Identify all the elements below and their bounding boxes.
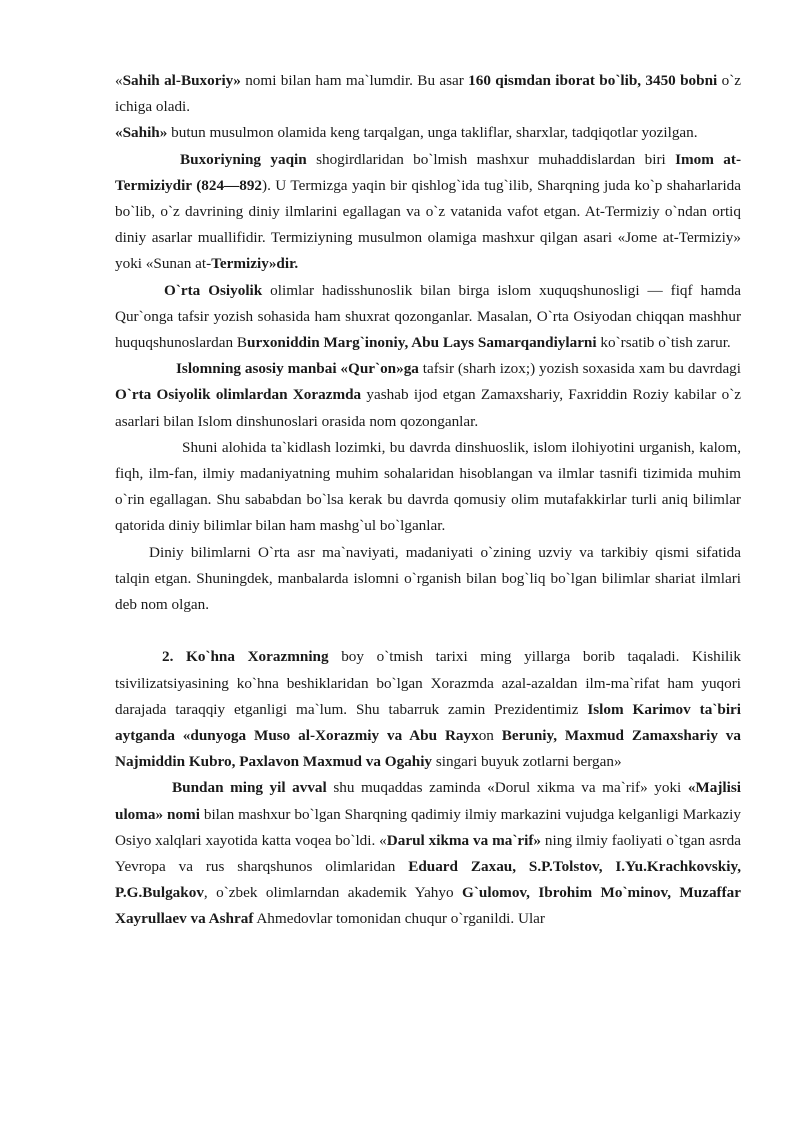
text-run-bold: Sahih al-Buxoriy» bbox=[122, 72, 241, 89]
text-run-bold: «Majlisi uloma» nomi bbox=[115, 779, 741, 823]
text-run-bold: O`rta Osiyolik bbox=[164, 281, 263, 299]
text-run: shogirdlaridan bo`lmish mashxur muhaddislardan biri bbox=[306, 150, 676, 168]
text-run: yashab ijod etgan Zamaxshariy, Faxriddin Roziy kabilar o`z asarlari bilan Islom dinshunoslari orasida nom qozonganlar. bbox=[115, 386, 741, 430]
text-run-bold: Darul xikma va ma`rif» bbox=[386, 831, 542, 849]
text-run: olimlar hadisshunoslik bilan birga islom xuquqshunosligi — fiqf hamda Qur`onga tafsir yozish sohasida ham shuxrat qozonganlar. Masalan, O`rta Osiyodan chiqqan mashhur huquqshunoslardan B bbox=[115, 281, 741, 352]
text-run: bilan mashxur bo`lgan Sharqning qadimiy ilmiy markazini vujudga kelganligi Markaziy Osiyo xalqlari xayotida katta voqea bo`ldi. « bbox=[115, 805, 741, 849]
text-run-bold: O`rta Osiyolik olimlardan Xorazmda bbox=[115, 386, 362, 404]
paragraph-6 bbox=[115, 435, 741, 540]
text-run: « bbox=[115, 72, 123, 89]
text-run: o`z ichiga oladi. bbox=[115, 72, 741, 116]
paragraph-8 bbox=[115, 644, 741, 775]
document-page bbox=[115, 68, 741, 933]
text-run: Shuni alohida ta`kidlash lozimki, bu davrda dinshuoslik, islom ilohiyotini urganish, kalom, fiqh, ilm-fan, ilmiy madaniyatning muhim sohalaridan hisoblangan va ilmlar tasnifi tizimida muhim o`rin egallagan. Shu sababdan bo`lsa kerak bu davrda qomusiy olim mutafakkirlar turli aniq bilimlar qatorida diniy bilimlar bilan ham mashg`ul bo`lganlar. bbox=[115, 438, 741, 535]
text-run: tafsir (sharh izox;) yozish soxasida xam bu davrdagi bbox=[418, 360, 741, 378]
text-run-bold: Eduard Zaxau, S.P.Tolstov, I.Yu.Krachkovskiy, P.G.Bulgakov bbox=[115, 858, 741, 902]
paragraph-1 bbox=[115, 68, 741, 120]
text-run-bold: 2. Ko`hna Xorazmning bbox=[162, 648, 329, 666]
text-run-bold: Islomning asosiy manbai «Qur`on»ga bbox=[176, 360, 419, 378]
text-run: , o`zbek olimlarndan akademik Yahyo bbox=[203, 884, 463, 902]
paragraph-4 bbox=[115, 278, 741, 357]
blank-line bbox=[115, 618, 741, 644]
text-run-bold: «Sahih» bbox=[115, 124, 168, 142]
text-run: nomi bilan ham ma`lumdir. Bu asar bbox=[240, 72, 469, 89]
text-run-bold: Bundan ming yil avval bbox=[172, 779, 327, 797]
paragraph-2 bbox=[115, 120, 741, 146]
text-run: singari buyuk zotlarni bergan» bbox=[432, 753, 622, 771]
paragraph-7 bbox=[115, 540, 741, 619]
text-run: butun musulmon olamida keng tarqalgan, unga takliflar, sharxlar, tadqiqotlar yozilgan. bbox=[167, 124, 698, 142]
text-run: Diniy bilimlarni O`rta asr ma`naviyati, madaniyati o`zining uzviy va tarkibiy qismi sifatida talqin etgan. Shuningdek, manbalarda islomni o`rganish bilan bog`liq bo`lgan bilimlar shariat ilmlari deb nom olgan. bbox=[115, 543, 741, 614]
text-run-bold: Beruniy, Maxmud Zamaxshariy va Najmiddin Kubro, Paxlavon Maxmud va Ogahiy bbox=[115, 727, 741, 771]
paragraph-5 bbox=[115, 356, 741, 435]
text-run-bold: Buxoriyning yaqin bbox=[180, 150, 307, 168]
text-run: boy o`tmish tarixi ming yillarga borib taqaladi. Kishilik tsivilizatsiyasining ko`hna beshiklaridan bo`lgan Xorazmda azal-azaldan ilm-ma`rifat ham yuqori darajada taraqqiy etganligi ma`lum. Shu tabarruk zamin Prezidentimiz bbox=[115, 648, 741, 718]
text-run-bold: urxoniddin Marg`inoniy, Abu Lays Samarqandiylarni bbox=[247, 334, 597, 352]
paragraph-3 bbox=[115, 147, 741, 278]
text-run-bold: G`ulomov, Ibrohim Mo`minov, Muzaffar Xayrullaev va Ashraf bbox=[115, 884, 741, 928]
text-run-bold: Termiziy»dir. bbox=[211, 255, 299, 273]
text-run: ning ilmiy faoliyati o`tgan asrda Yevropa va rus sharqshunos olimlaridan bbox=[115, 831, 742, 876]
text-run-bold: 160 qismdan iborat bo`lib, 3450 bobni bbox=[468, 72, 718, 89]
text-run: shu muqaddas zaminda «Dorul xikma va ma`rif» yoki bbox=[326, 779, 688, 797]
text-run: ). U Termizga yaqin bir qishlog`ida tug`ilib, Sharqning juda ko`p shaharlarida bo`lib, o`z davrining diniy ilmlarini egallagan va o`z vatanida vafot etgan. At-Termiziy o`ndan ortiq diniy asarlar muallifidir. Termiziyning musulmon olamiga mashxur qilgan asari «Jome at-Termiziy» yoki «Sunan at- bbox=[115, 176, 741, 273]
text-run: Ahmedovlar tomonidan chuqur o`rganildi. Ular bbox=[253, 910, 545, 928]
text-run: ko`rsatib o`tish zarur. bbox=[596, 334, 731, 352]
paragraph-9 bbox=[115, 775, 741, 932]
text-run: on bbox=[478, 727, 502, 745]
text-run-bold: Imom at-Termiziydir (824—892 bbox=[115, 150, 742, 194]
text-run-bold: Islom Karimov ta`biri aytganda «dunyoga Muso al-Xorazmiy va Abu Rayx bbox=[115, 700, 741, 745]
